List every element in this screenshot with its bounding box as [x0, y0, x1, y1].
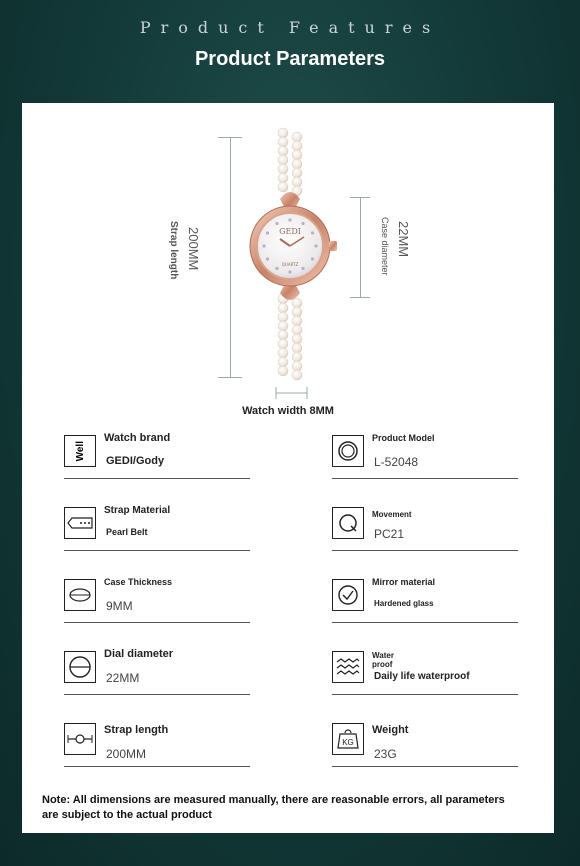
- param-mirror-material: Mirror material Hardened glass: [332, 575, 518, 623]
- param-water-proof: Water proof Daily life waterproof: [332, 647, 518, 695]
- parameters-card: [22, 103, 554, 833]
- param-case-thickness: Case Thickness 9MM: [64, 575, 250, 623]
- page-title: Product Parameters: [194, 48, 386, 70]
- case-diameter-value: 22MM: [396, 221, 411, 258]
- well-logo-icon: Well: [64, 435, 96, 467]
- strap-length-label: Strap length: [168, 221, 179, 280]
- weight-icon: [332, 723, 364, 755]
- watch-width-label: Watch width 8MM: [242, 405, 334, 417]
- movement-icon: [332, 507, 364, 539]
- watch-figure: [22, 103, 554, 423]
- param-strap-material: Strap Material Pearl Belt: [64, 503, 250, 551]
- svg-text:GEDI: GEDI: [279, 227, 301, 236]
- param-watch-brand: Well Watch brand GEDI/Gody: [64, 431, 250, 479]
- pearl-watch-image: [22, 103, 554, 423]
- svg-text:QUARTZ: QUARTZ: [281, 262, 299, 267]
- dial-diameter-icon: [64, 651, 96, 683]
- ring-icon: [332, 435, 364, 467]
- param-weight: KG Weight 23G: [332, 719, 518, 767]
- watch-face-icon: [332, 579, 364, 611]
- param-movement: Movement PC21: [332, 503, 518, 551]
- svg-text:KG: KG: [342, 738, 354, 747]
- param-strap-length: Strap length 200MM: [64, 719, 250, 767]
- param-dial-diameter: Dial diameter 22MM: [64, 647, 250, 695]
- case-thickness-icon: [64, 579, 96, 611]
- water-icon: [332, 651, 364, 683]
- strap-icon: [64, 507, 96, 539]
- disclaimer-note: Note: All dimensions are measured manually, there are reasonable errors, all parameters are subject to the actual product: [42, 794, 505, 821]
- param-product-model: Product Model L-52048: [332, 431, 518, 479]
- strap-length-icon: [64, 723, 96, 755]
- case-diameter-label: Case diameter: [380, 217, 390, 276]
- strap-length-value: 200MM: [186, 227, 201, 271]
- page-subtitle: Product Features: [139, 18, 441, 37]
